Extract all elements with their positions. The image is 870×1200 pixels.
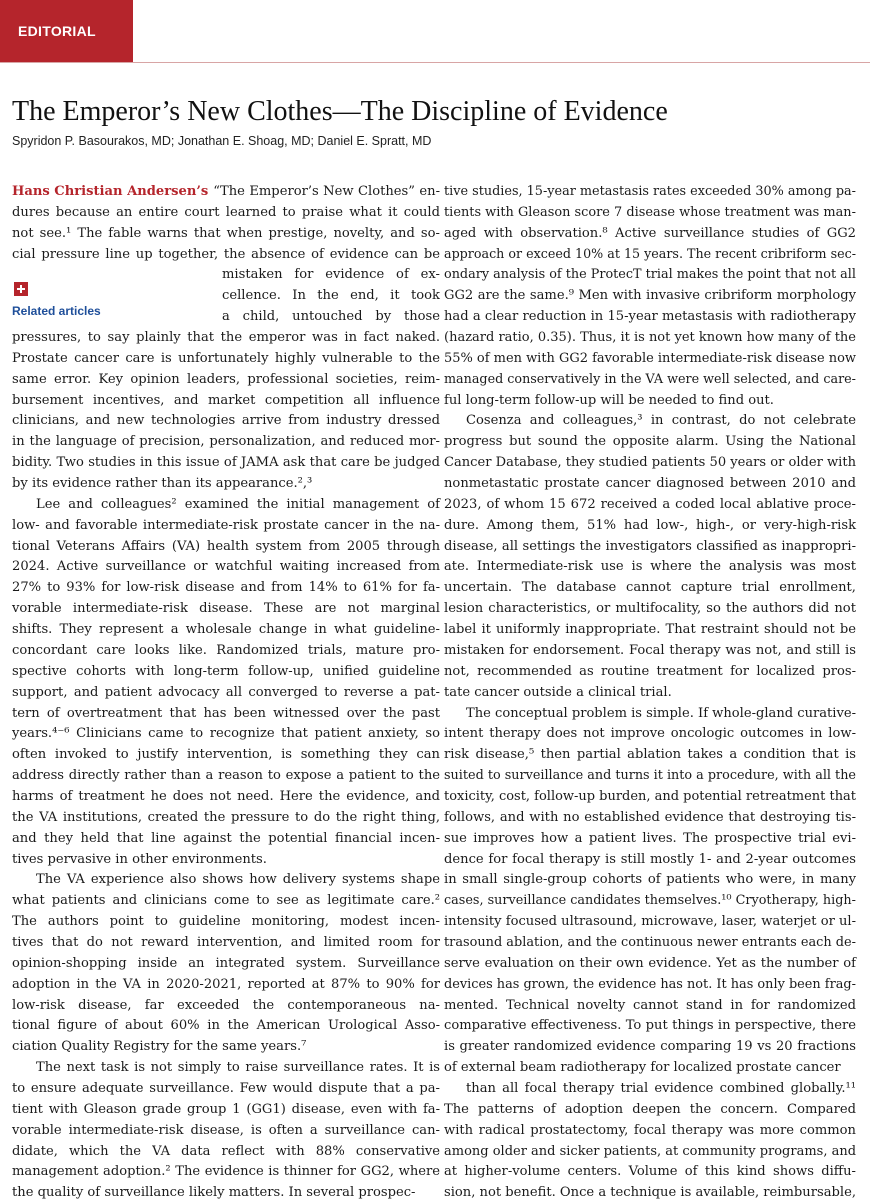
right-column-line: 55% of men with GG2 favorable intermediate-risk disease now <box>444 350 856 366</box>
right-column-line: label it uniformly inappropriate. That restraint should not be <box>444 622 857 638</box>
right-column-line: uncertain. The database cannot capture trial enrollment, <box>444 580 856 596</box>
right-column-line: tate cancer outside a clinical trial. <box>444 684 672 700</box>
left-column-line: tives pervasive in other environments. <box>12 851 267 867</box>
left-column-line: bursement incentives, and market competition all influence <box>12 392 440 408</box>
right-column-line: intent therapy does not improve oncologic outcomes in low- <box>444 726 857 742</box>
left-column-line: tives that do not reward intervention, and limited room for <box>12 934 441 950</box>
left-column-line: years.⁴⁻⁶ Clinicians came to recognize that patient anxiety, so <box>12 726 440 742</box>
right-column-line: disease, all settings the investigators classified as inappropri- <box>444 538 857 554</box>
left-column-line: The next task is not simply to raise surveillance rates. It is <box>36 1060 441 1076</box>
left-column-line: address directly rather than a reason to expose a patient to the <box>12 768 441 784</box>
left-column-line: vorable intermediate-risk disease. These are not marginal <box>12 601 440 617</box>
right-column-line: had a clear reduction in 15-year metastasis with radiotherapy <box>444 309 857 325</box>
right-column-line: serve evaluation on their own evidence. Yet as the number of <box>444 955 856 971</box>
right-column-line: ate. Intermediate-risk use is where the analysis was most <box>444 559 856 575</box>
right-column-line: managed conservatively in the VA were well selected, and care- <box>444 371 856 387</box>
right-column-line: (hazard ratio, 0.35). Thus, it is not yet known how many of the <box>444 330 856 346</box>
left-column-line: harms of treatment he does not need. Here the evidence, and <box>12 788 441 804</box>
right-column-line: mistaken for endorsement. Focal therapy was not, and still is <box>444 642 856 658</box>
left-column-line: clinicians, and new technologies arrive from industry dressed <box>12 413 440 429</box>
left-column-line: the quality of surveillance likely matters. In several prospec- <box>12 1185 416 1200</box>
left-column-line: management adoption.² The evidence is thinner for GG2, where <box>12 1164 441 1180</box>
right-column-line: ondary analysis of the ProtecT trial makes the point that not all <box>444 267 856 283</box>
left-column-line: “The Emperor’s New Clothes” en- <box>213 184 440 199</box>
right-column-line: dence for focal therapy is still mostly 1- and 2-year outcomes <box>444 851 856 867</box>
right-column-line: at higher-volume centers. Volume of this kind shows diffu- <box>444 1164 856 1180</box>
right-column-line: sue improves how a patient lives. The prospective trial evi- <box>444 830 857 846</box>
related-articles-link[interactable]: Related articles <box>12 304 101 318</box>
left-column-line: bidity. Two studies in this issue of JAMA ask that care be judged <box>12 455 440 471</box>
left-column-line: same error. Key opinion leaders, professional societies, reim- <box>12 371 441 387</box>
right-column-line: cases, surveillance candidates themselves.¹⁰ Cryotherapy, high- <box>444 893 856 909</box>
left-column-line: concordant care looks like. Randomized trials, mature pro- <box>12 642 440 658</box>
right-column-line: The patterns of adoption deepen the concern. Compared <box>444 1101 856 1117</box>
left-column-line: The VA experience also shows how delivery systems shape <box>36 872 440 888</box>
left-column-line: 27% to 93% for low-risk disease and from 14% to 61% for fa- <box>12 580 441 596</box>
left-column-line: the VA institutions, created the pressure to do the right thing, <box>12 809 441 825</box>
right-column-line: tive studies, 15-year metastasis rates exceeded 30% among pa- <box>444 184 857 199</box>
left-column-line: low- and favorable intermediate-risk prostate cancer in the na- <box>12 517 441 533</box>
right-column-line: lesion characteristics, or multifocality, so the authors did not <box>444 601 856 617</box>
right-column-line: of external beam radiotherapy for localized prostate cancer <box>444 1060 841 1076</box>
right-column-line: 2023, of whom 15 672 received a coded local ablative proce- <box>444 496 856 512</box>
left-column-line: not see.¹ The fable warns that when prestige, novelty, and so- <box>12 225 440 241</box>
right-column-line: intensity focused ultrasound, microwave, laser, waterjet or ul- <box>444 914 857 930</box>
lead-in-phrase: Hans Christian Andersen’s <box>12 184 209 199</box>
left-column-line: and they held that line against the potential financial incen- <box>12 830 440 846</box>
right-column-line: ful long-term follow-up will be needed to find out. <box>444 392 774 408</box>
right-column-line: aged with observation.⁸ Active surveillance studies of GG2 <box>444 225 856 241</box>
right-column-line: GG2 are the same.⁹ Men with invasive cribriform morphology <box>444 288 856 304</box>
right-column-line: is greater randomized evidence comparing 19 vs 20 fractions <box>444 1039 856 1055</box>
left-column-line: support, and patient advocacy all converged to reverse a pat- <box>12 684 440 700</box>
right-column-line: comparative effectiveness. To put things in perspective, there <box>444 1018 857 1034</box>
left-column-line: by its evidence rather than its appearance.²,³ <box>12 476 313 492</box>
right-column-line: tients with Gleason score 7 disease whose treatment was man- <box>444 204 856 220</box>
left-column-line: in the language of precision, personalization, and reduced mor- <box>12 434 440 450</box>
left-column-line: 2024. Active surveillance or watchful waiting increased from <box>12 559 440 575</box>
right-column-line: than all focal therapy trial evidence combined globally.¹¹ <box>466 1080 857 1096</box>
left-column-line: tional figure of about 60% in the American Urological Asso- <box>12 1018 441 1034</box>
left-column-line: The authors point to guideline monitoring, modest incen- <box>12 914 440 930</box>
left-column-line: tional Veterans Affairs (VA) health system from 2005 through <box>12 538 441 554</box>
right-column-line: nonmetastatic prostate cancer diagnosed between 2010 and <box>444 476 856 492</box>
right-column-line: not, recommended as routine treatment for localized pros- <box>444 663 857 679</box>
right-column-line: suited to surveillance and turns it into a procedure, with all the <box>444 768 856 784</box>
right-column-line: dure. Among them, 51% had low-, high-, or very-high-risk <box>444 517 857 533</box>
left-column-line: opinion-shopping inside an integrated system. Surveillance <box>12 955 441 971</box>
right-column-line: devices has grown, the evidence has not. It has only been frag- <box>444 976 857 992</box>
right-column-line: Cancer Database, they studied patients 50 years or older with <box>444 455 857 471</box>
right-column-line: mented. Technical novelty cannot stand in for randomized <box>444 997 857 1013</box>
left-column-line: tient with Gleason grade group 1 (GG1) disease, even with fa- <box>12 1101 441 1117</box>
right-column-line: risk disease,⁵ then partial ablation takes a condition that is <box>444 747 857 763</box>
right-column-line: among older and sicker patients, at community programs, and <box>444 1143 857 1159</box>
left-column-line: dures because an entire court learned to praise what it could <box>12 204 440 220</box>
article-authors: Spyridon P. Basourakos, MD; Jonathan E. Shoag, MD; Daniel E. Spratt, MD <box>12 134 432 148</box>
section-banner <box>0 0 133 62</box>
header-divider <box>0 62 870 63</box>
left-column-line: pressures, to say plainly that the emperor was in fact naked. <box>12 330 440 346</box>
left-column-line: cial pressure line up together, the absence of evidence can be <box>12 246 441 262</box>
related-articles-plus-icon[interactable] <box>14 282 28 296</box>
left-column-line: often invoked to justify intervention, is something they can <box>12 747 440 763</box>
left-column-line: what patients and clinicians come to see as legitimate care.² <box>12 893 440 909</box>
left-column-line: adoption in the VA in 2020-2021, reported at 87% to 90% for <box>12 976 441 992</box>
section-label: EDITORIAL <box>18 23 96 39</box>
left-column-line: low-risk disease, far exceeded the contemporaneous na- <box>12 997 440 1013</box>
left-column-line: spective cohorts with long-term follow-up, unified guideline <box>12 663 441 679</box>
left-column-line: cellence. In the end, it took <box>222 288 440 304</box>
left-column-line: Prostate cancer care is unfortunately highly vulnerable to the <box>12 350 441 366</box>
article-title: The Emperor’s New Clothes—The Discipline of Evidence <box>12 96 668 127</box>
left-column-line: tern of overtreatment that has been witnessed over the past <box>12 705 440 721</box>
left-column-line: a child, untouched by those <box>222 309 440 325</box>
right-column-line: Cosenza and colleagues,³ in contrast, do not celebrate <box>466 413 857 429</box>
left-column-line: shifts. They represent a wholesale change in what guideline- <box>12 622 440 638</box>
left-column-line: Lee and colleagues² examined the initial management of <box>36 496 440 512</box>
right-column-line: approach or exceed 10% at 15 years. The recent cribriform sec- <box>444 246 856 262</box>
right-column-line: progress but sound the opposite alarm. Using the National <box>444 434 856 450</box>
left-column-line: mistaken for evidence of ex- <box>222 267 440 283</box>
left-column-line: ciation Quality Registry for the same years.⁷ <box>12 1039 307 1055</box>
right-column-line: with radical prostatectomy, focal therapy was more common <box>444 1122 856 1138</box>
left-column-line: vorable intermediate-risk disease, is often a surveillance can- <box>12 1122 440 1138</box>
right-column-line: follows, and with no established evidence that destroying tis- <box>444 809 857 825</box>
left-column-line: to ensure adequate surveillance. Few would dispute that a pa- <box>12 1080 440 1096</box>
right-column-line: The conceptual problem is simple. If whole-gland curative- <box>466 705 856 721</box>
right-column-line: sion, not benefit. Once a technique is available, reimbursable, <box>444 1185 856 1200</box>
right-column-line: in small single-group cohorts of patients who were, in many <box>444 872 857 888</box>
right-column-line: trasound ablation, and the continuous newer entrants each de- <box>444 934 856 950</box>
left-column-line: didate, which the VA data reflect with 88% conservative <box>12 1143 441 1159</box>
right-column-line: toxicity, cost, follow-up burden, and potential retreatment that <box>444 788 857 804</box>
